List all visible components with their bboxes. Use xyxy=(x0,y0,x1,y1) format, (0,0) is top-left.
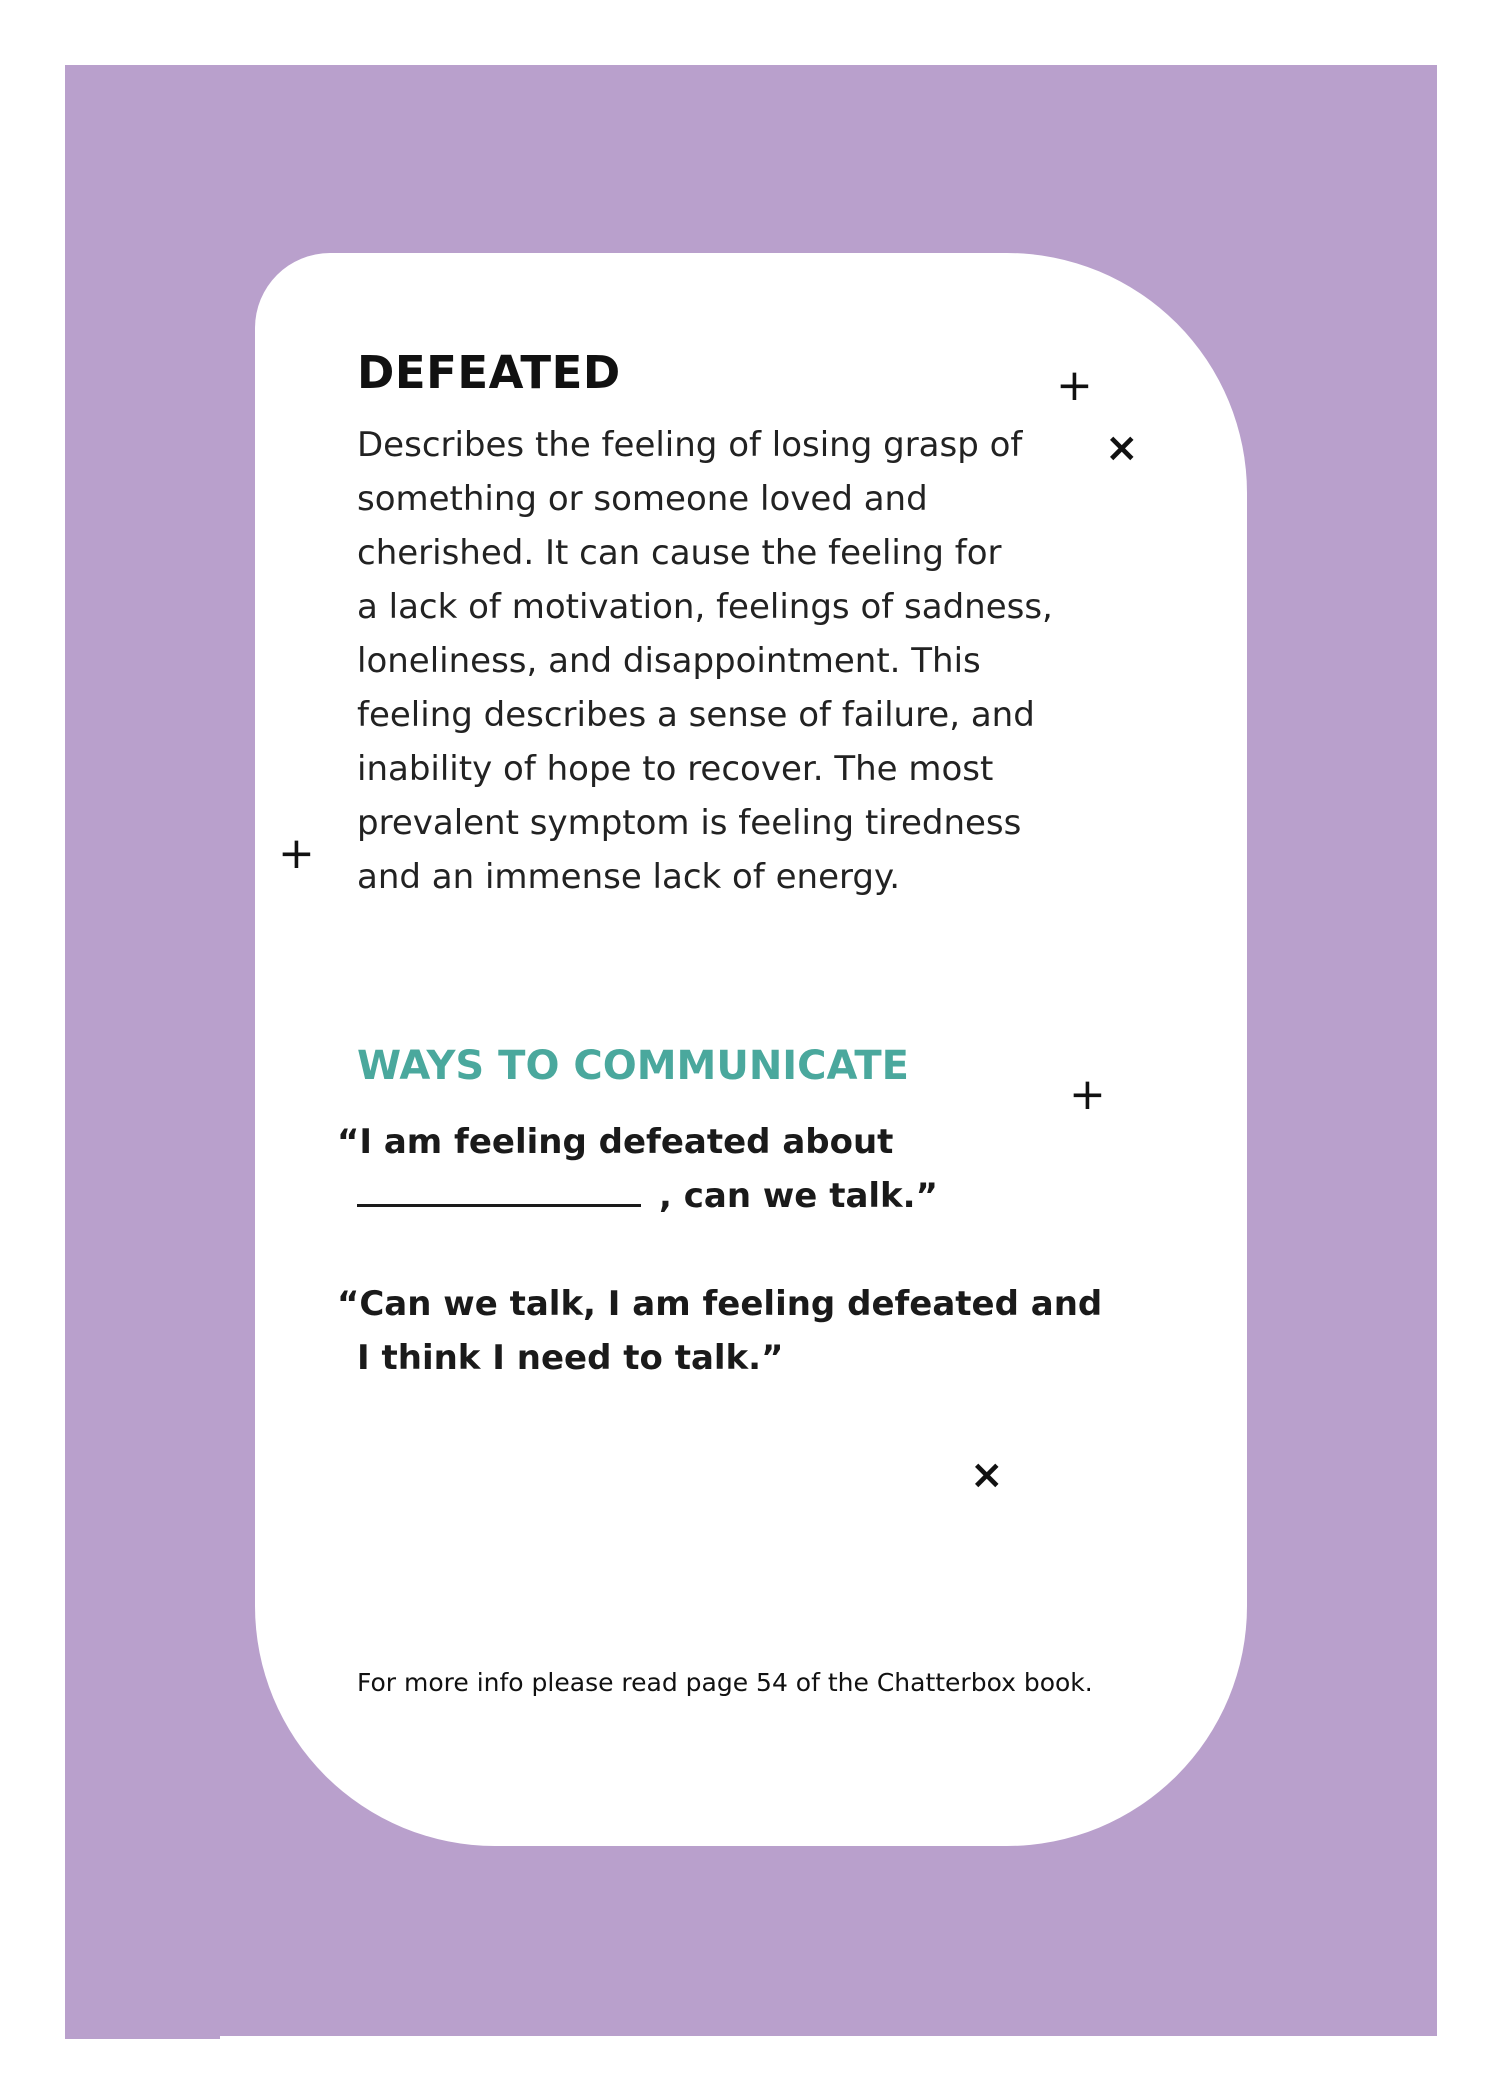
quote-2 xyxy=(337,1277,1102,1385)
description-line: loneliness, and disappointment. This xyxy=(357,641,981,681)
card-title: DEFEATED xyxy=(357,346,621,399)
description-line: Describes the feeling of losing grasp of xyxy=(357,425,1023,465)
plus-icon: + xyxy=(278,828,315,879)
bottom-strip xyxy=(65,2036,220,2039)
quote-1-line-2 xyxy=(337,1169,938,1223)
cross-icon: × xyxy=(1105,425,1139,471)
card-description xyxy=(357,418,1117,904)
description-line: prevalent symptom is feeling tiredness xyxy=(357,803,1022,843)
description-line: feeling describes a sense of failure, and xyxy=(357,695,1035,735)
plus-icon: + xyxy=(1056,360,1093,411)
footer-note: For more info please read page 54 of the Chatterbox book. xyxy=(357,1668,1093,1697)
quote-1-suffix: , can we talk.” xyxy=(659,1176,938,1216)
description-line: inability of hope to recover. The most xyxy=(357,749,994,789)
quote-1-line-1: “I am feeling defeated about xyxy=(337,1122,894,1162)
description-line: cherished. It can cause the feeling for xyxy=(357,533,1002,573)
quote-2-line-2: I think I need to talk.” xyxy=(357,1338,784,1378)
description-line: a lack of motivation, feelings of sadness, xyxy=(357,587,1053,627)
quote-1 xyxy=(337,1115,938,1223)
description-line: something or someone loved and xyxy=(357,479,928,519)
quote-2-line-1: “Can we talk, I am feeling defeated and xyxy=(337,1284,1103,1324)
fill-in-blank xyxy=(357,1204,641,1207)
communicate-heading: WAYS TO COMMUNICATE xyxy=(357,1043,909,1089)
description-line: and an immense lack of energy. xyxy=(357,857,901,897)
plus-icon: + xyxy=(1069,1069,1106,1120)
cross-icon: × xyxy=(970,1452,1004,1498)
